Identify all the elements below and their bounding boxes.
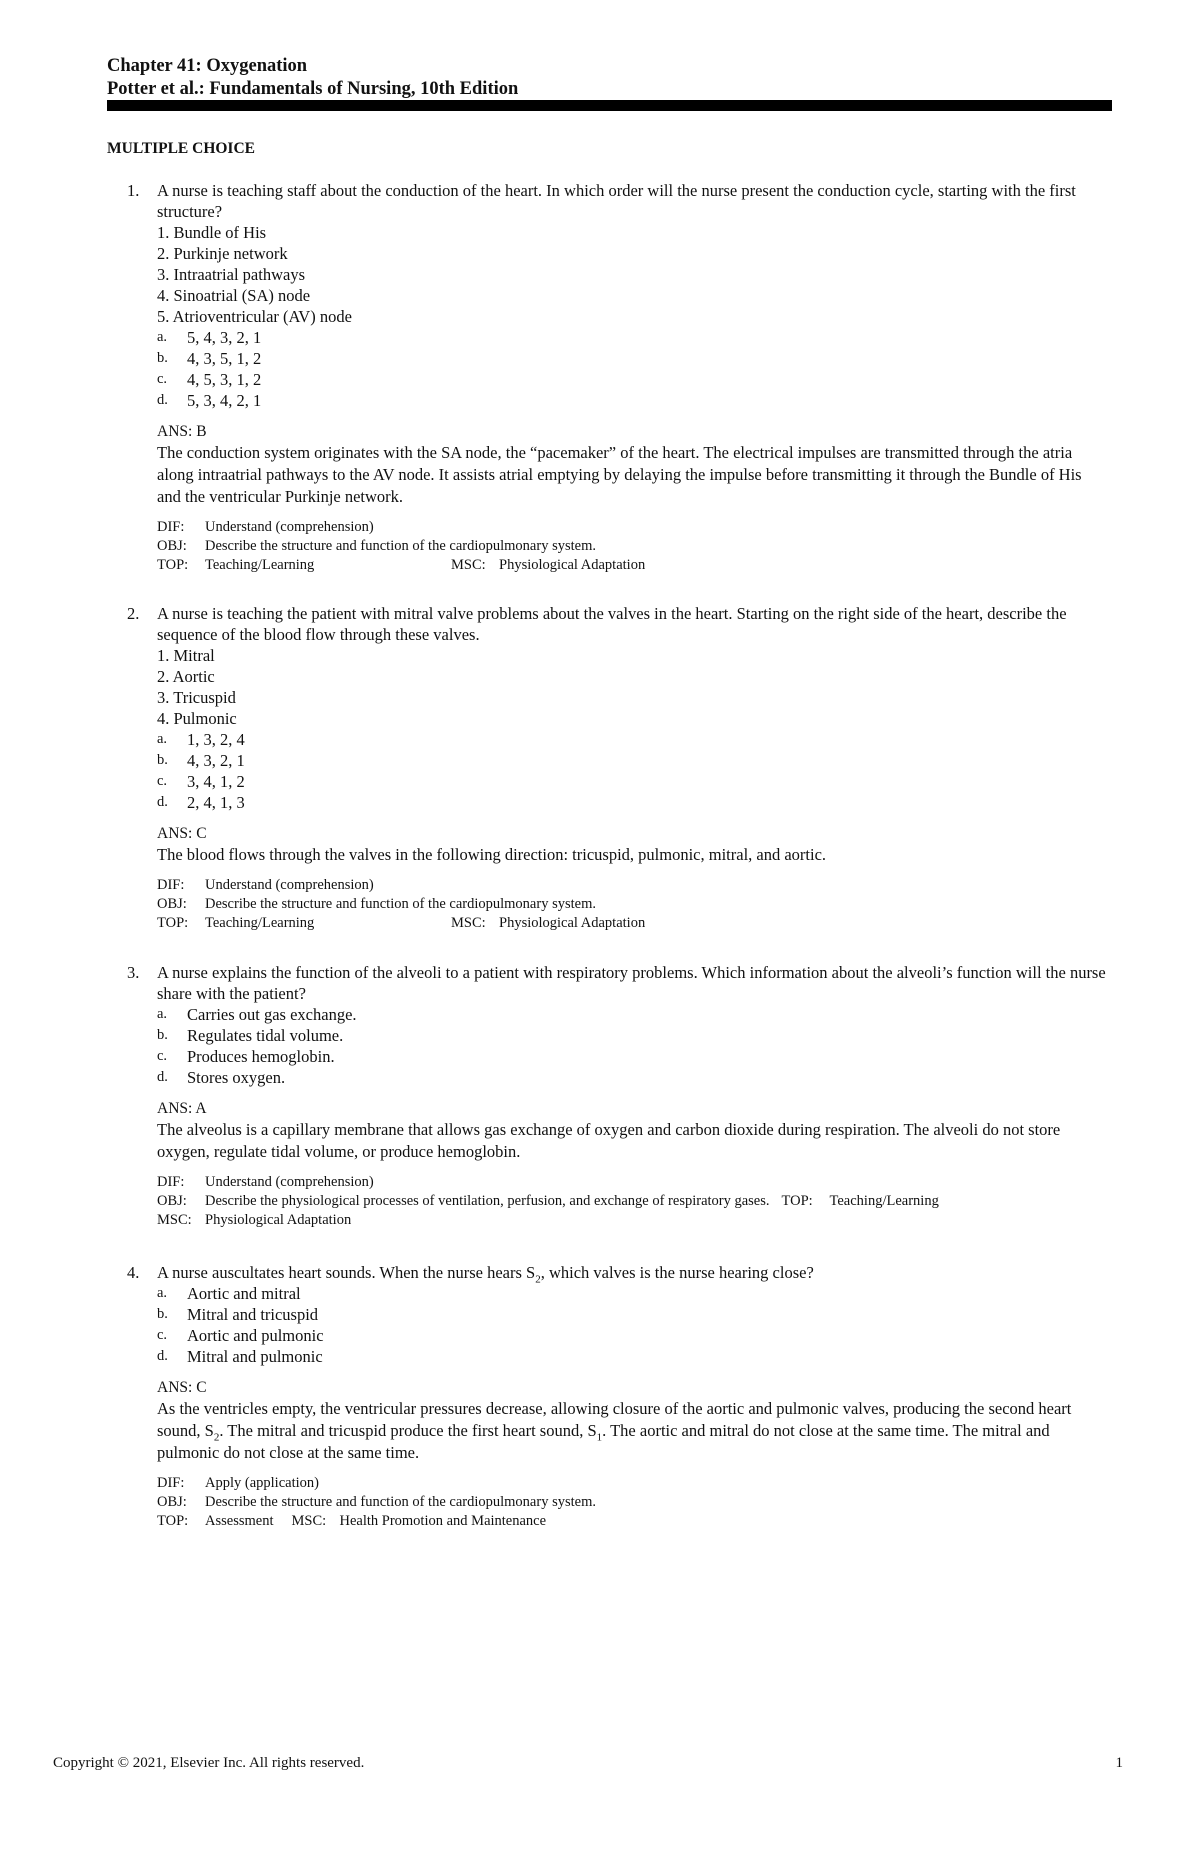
msc-value: Health Promotion and Maintenance [339,1513,547,1529]
top-value: Teaching/Learning [829,1193,939,1209]
top-value: Assessment [205,1513,274,1529]
answer-key: ANS: C [157,825,207,842]
list-item: 2. Purkinje network [157,244,288,263]
option-letter: b. [157,1027,168,1043]
answer-option [157,1025,1107,1046]
msc-label: MSC: [451,557,486,573]
question-metadata [157,518,1107,575]
option-text: Stores oxygen. [187,1068,286,1087]
obj-label: OBJ: [157,896,187,912]
top-label: TOP: [781,1193,813,1209]
top-label: TOP: [157,557,189,573]
question-stem: A nurse is teaching staff about the conduction of the heart. In which order will the nurse present the conduction cycle, starting with the first structure? [157,181,1076,221]
dif-value: Understand (comprehension) [205,519,374,535]
option-text: Mitral and tricuspid [187,1305,319,1324]
dif-label: DIF: [157,1475,185,1491]
option-text: 4, 3, 5, 1, 2 [187,349,262,368]
list-item: 3. Intraatrial pathways [157,265,305,284]
page-footer [53,1755,1123,1772]
list-item: 1. Bundle of His [157,223,267,242]
option-text: 1, 3, 2, 4 [187,730,245,749]
option-letter: d. [157,1069,168,1085]
answer-key: ANS: B [157,423,207,440]
option-letter: b. [157,1306,168,1322]
answer-option [157,390,1107,411]
option-text: 5, 3, 4, 2, 1 [187,391,262,410]
option-letter: c. [157,1327,168,1343]
obj-value: Describe the physiological processes of ventilation, perfusion, and exchange of respiratory gases. [205,1193,770,1209]
list-item: 2. Aortic [157,667,215,686]
list-item: 3. Tricuspid [157,688,236,707]
list-item: 1. Mitral [157,646,215,665]
dif-value: Apply (application) [205,1475,319,1491]
option-letter: d. [157,392,168,408]
msc-label: MSC: [157,1212,192,1228]
answer-option [157,792,1107,813]
question-number: 2. [127,604,140,623]
msc-label: MSC: [291,1513,327,1529]
dif-label: DIF: [157,519,185,535]
option-letter: d. [157,794,168,810]
section-title: MULTIPLE CHOICE [107,140,255,157]
list-item: 5. Atrioventricular (AV) node [157,307,352,326]
option-text: 3, 4, 1, 2 [187,772,245,791]
option-text: Carries out gas exchange. [187,1005,357,1024]
msc-label: MSC: [451,915,486,931]
answer-option [157,1325,1107,1346]
answer-option [157,1046,1107,1067]
document-header [107,55,1112,101]
option-text: Regulates tidal volume. [187,1026,344,1045]
obj-value: Describe the structure and function of the cardiopulmonary system. [205,538,596,554]
obj-label: OBJ: [157,1193,187,1209]
option-letter: a. [157,1006,168,1022]
question-number: 1. [127,181,140,200]
question-2 [107,603,1107,933]
question-3 [107,962,1107,1230]
option-text: Mitral and pulmonic [187,1347,323,1366]
dif-label: DIF: [157,1174,185,1190]
answer-option [157,1004,1107,1025]
answer-option [157,327,1107,348]
rationale: The blood flows through the valves in the following direction: tricuspid, pulmonic, mitral, and aortic. [157,845,827,864]
option-text: 5, 4, 3, 2, 1 [187,328,262,347]
rationale: The alveolus is a capillary membrane that allows gas exchange of oxygen and carbon dioxide during respiration. The alveoli do not store oxygen, regulate tidal volume, or produce hemoglobin. [157,1120,1061,1161]
option-letter: a. [157,329,168,345]
dif-value: Understand (comprehension) [205,1174,374,1190]
answer-option [157,1346,1107,1367]
obj-label: OBJ: [157,538,187,554]
answer-key: ANS: C [157,1379,207,1396]
option-text: Produces hemoglobin. [187,1047,335,1066]
list-item: 4. Pulmonic [157,709,237,728]
option-text: Aortic and mitral [187,1284,301,1303]
option-text: Aortic and pulmonic [187,1326,324,1345]
msc-value: Physiological Adaptation [499,557,646,573]
answer-key: ANS: A [157,1100,207,1117]
rationale: The conduction system originates with the SA node, the “pacemaker” of the heart. The electrical impulses are transmitted through the atria along intraatrial pathways to the AV node. It assists atrial emptying by delaying the impulse before transmitting it through the Bundle of His and the ventricular Purkinje network. [157,443,1082,506]
obj-label: OBJ: [157,1494,187,1510]
option-letter: a. [157,731,168,747]
option-text: 4, 5, 3, 1, 2 [187,370,262,389]
top-label: TOP: [157,915,189,931]
dif-value: Understand (comprehension) [205,877,374,893]
answer-option [157,348,1107,369]
question-metadata [157,1173,1107,1230]
question-metadata [157,1474,1107,1531]
answer-option [157,1304,1107,1325]
msc-value: Physiological Adaptation [205,1212,352,1228]
copyright-notice: Copyright © 2021, Elsevier Inc. All rights reserved. [53,1755,365,1771]
rationale: As the ventricles empty, the ventricular pressures decrease, allowing closure of the aortic and pulmonic valves, producing the second heart sound, $S_2$. The mitral and tricuspid produce the first heart sound, $S_1$. The aortic and mitral do not close at the same time. The mitral and pulmonic do not close at the same time. [157,1399,1072,1462]
question-stem: A nurse is teaching the patient with mitral valve problems about the valves in the heart. Starting on the right side of the heart, describe the sequence of the blood flow through these valves. [157,604,1067,644]
option-letter: b. [157,752,168,768]
option-text: 2, 4, 1, 3 [187,793,245,812]
question-number: 3. [127,963,140,982]
book-title: Potter et al.: Fundamentals of Nursing, 10th Edition [107,79,519,99]
option-letter: a. [157,1285,168,1301]
dif-label: DIF: [157,877,185,893]
answer-option [157,1067,1107,1088]
question-4 [107,1262,1107,1531]
question-1 [107,180,1107,575]
top-value: Teaching/Learning [205,915,315,931]
header-rule [107,100,1112,111]
obj-value: Describe the structure and function of the cardiopulmonary system. [205,896,596,912]
answer-option [157,369,1107,390]
msc-value: Physiological Adaptation [499,915,646,931]
obj-value: Describe the structure and function of the cardiopulmonary system. [205,1494,596,1510]
option-letter: c. [157,1048,168,1064]
option-letter: c. [157,371,168,387]
page-number: 1 [1115,1755,1123,1771]
question-metadata [157,876,1107,933]
question-stem: A nurse explains the function of the alveoli to a patient with respiratory problems. Which information about the alveoli’s function will the nurse share with the patient? [157,963,1106,1003]
top-value: Teaching/Learning [205,557,315,573]
answer-option [157,729,1107,750]
option-letter: d. [157,1348,168,1364]
option-letter: c. [157,773,168,789]
answer-option [157,750,1107,771]
question-number: 4. [127,1263,140,1282]
answer-option [157,771,1107,792]
chapter-title: Chapter 41: Oxygenation [107,56,308,76]
top-label: TOP: [157,1513,189,1529]
list-item: 4. Sinoatrial (SA) node [157,286,311,305]
option-text: 4, 3, 2, 1 [187,751,245,770]
question-stem: A nurse auscultates heart sounds. When the nurse hears $S_2$, which valves is the nurse hearing close? [157,1263,814,1286]
answer-option [157,1283,1107,1304]
option-letter: b. [157,350,168,366]
